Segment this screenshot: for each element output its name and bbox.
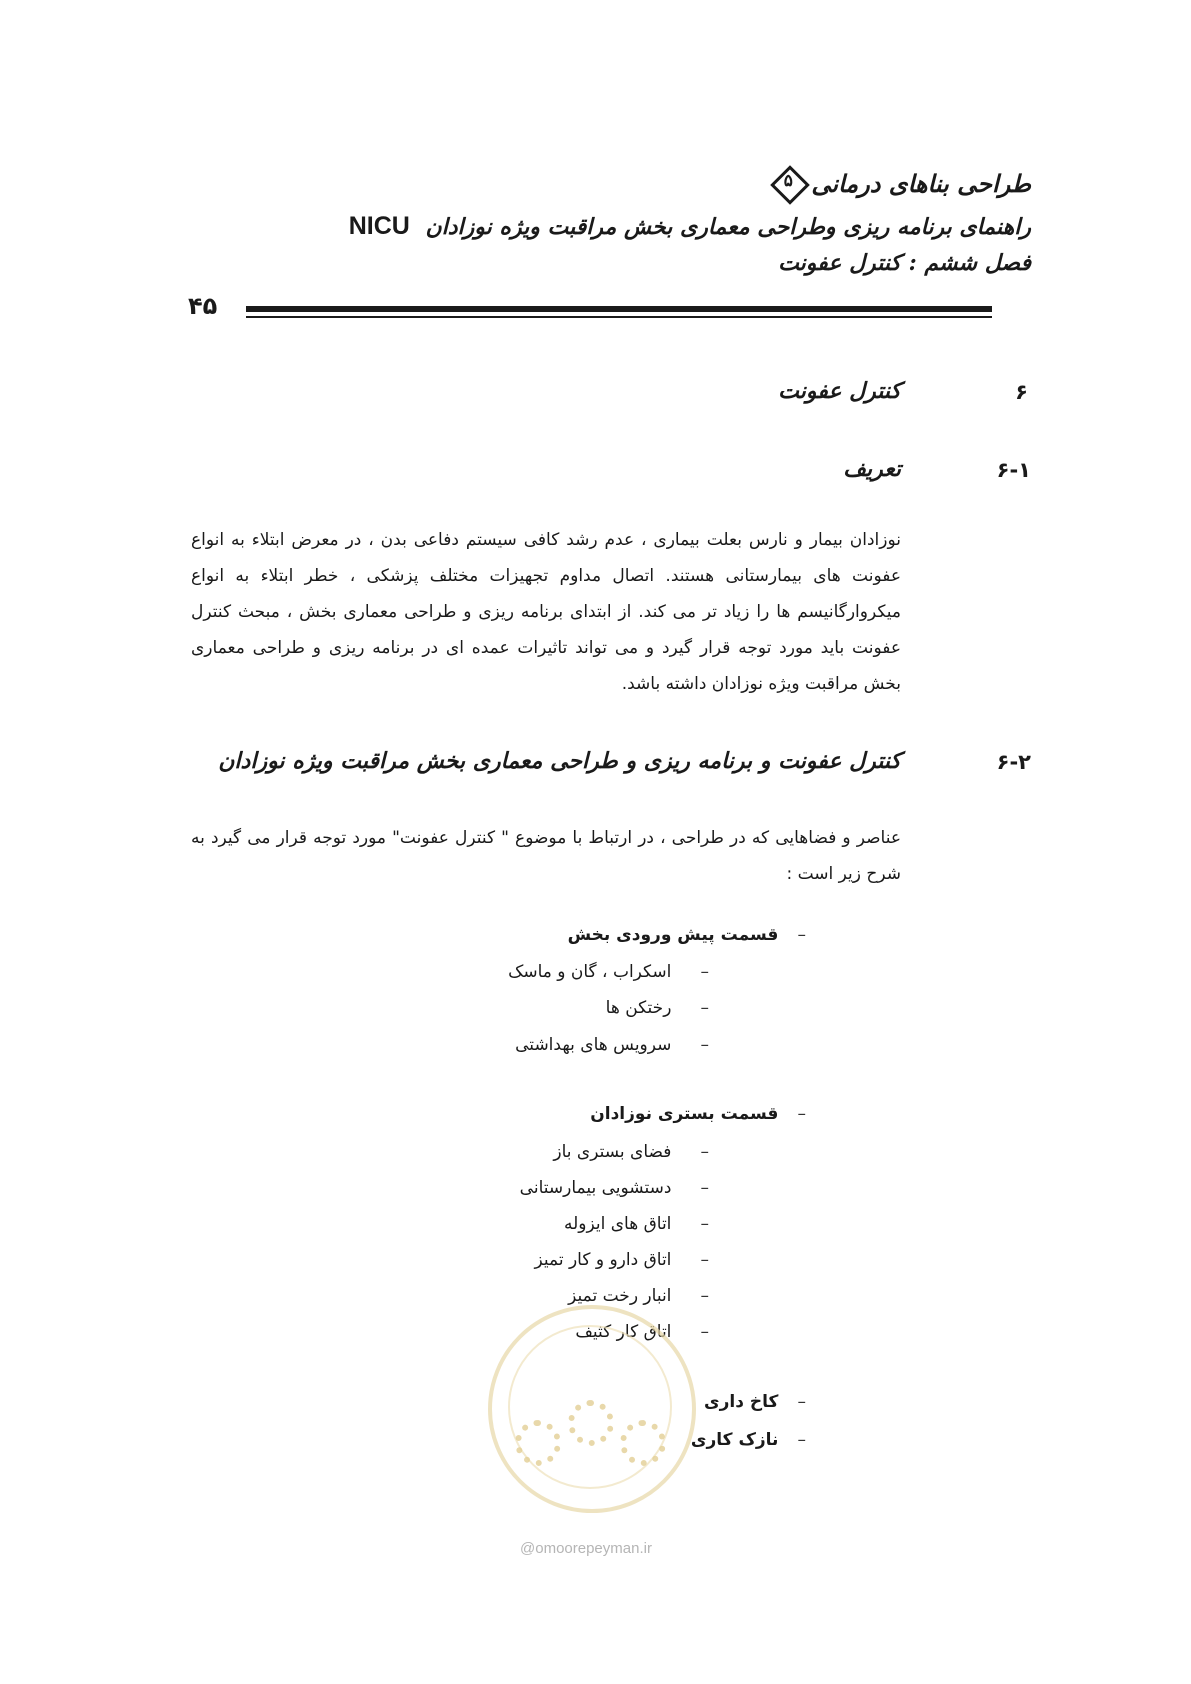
- guide-title-text: راهنمای برنامه ریزی وطراحی معماری بخش مراقبت ویژه نوزادان: [425, 214, 1031, 240]
- list-item: [534, 1250, 709, 1270]
- page-number: ۴۵: [188, 292, 218, 320]
- header-rule-thin: [246, 316, 992, 318]
- list-item-label: رختکن ها: [605, 998, 672, 1018]
- dash-bullet: –: [700, 1322, 709, 1342]
- list-item-label: اتاق های ایزوله: [563, 1214, 672, 1234]
- group-heading: [568, 925, 806, 945]
- dash-bullet: –: [797, 1392, 806, 1412]
- group-heading: [691, 1430, 806, 1450]
- dash-bullet: –: [700, 1286, 709, 1306]
- group-title: قسمت پیش ورودی بخش: [567, 925, 779, 945]
- dash-bullet: –: [797, 925, 806, 945]
- section-number: ۶: [1015, 380, 1028, 404]
- list-item: [520, 1178, 709, 1198]
- group-title: کاخ داری: [704, 1392, 779, 1412]
- list-item-label: اتاق کار کثیف: [575, 1322, 672, 1342]
- list-item-label: انبار رخت تمیز: [568, 1286, 672, 1306]
- dash-bullet: –: [700, 1142, 709, 1162]
- list-item: [568, 1286, 709, 1306]
- subsection-number: ۶-۲: [996, 750, 1031, 774]
- watermark-gear-icon: [568, 1400, 614, 1446]
- list-item: [553, 1142, 709, 1162]
- dash-bullet: –: [700, 998, 709, 1018]
- dash-bullet: –: [700, 962, 709, 982]
- list-item: [564, 1214, 709, 1234]
- header-rule-thick: [246, 306, 992, 312]
- group-heading: [704, 1392, 806, 1412]
- dash-bullet: –: [797, 1430, 806, 1450]
- dash-bullet: –: [700, 1214, 709, 1234]
- watermark-gear-icon: [620, 1420, 666, 1466]
- watermark-text: @omoorepeyman.ir: [520, 1540, 652, 1557]
- list-item-label: دستشویی بیمارستانی: [519, 1178, 672, 1198]
- dash-bullet: –: [700, 1035, 709, 1055]
- guide-title-latin: NICU: [348, 212, 410, 240]
- subsection-title: کنترل عفونت و برنامه ریزی و طراحی معماری بخش مراقبت ویژه نوزادان: [218, 748, 901, 774]
- list-item-label: اسکراب ، گان و ماسک: [508, 962, 672, 982]
- list-item: [508, 962, 709, 982]
- definition-paragraph: نوزادان بیمار و نارس بعلت بیماری ، عدم رشد کافی سیستم دفاعی بدن ، در معرض ابتلاء به انواع عفونت های بیمارستانی هستند. اتصال مداوم تجهیزات مختلف پزشکی ، خطر ابتلاء به انواع میکروارگانیسم ها را زیاد تر می کند. از ابتدای برنامه ریزی و طراحی معماری بخش ، مبحث کنترل عفونت باید مورد توجه قرار گیرد و می تواند تاثیرات عمده ای در برنامه ریزی و طراحی معماری بخش مراقبت ویژه نوزادان داشته باشد.: [191, 530, 901, 694]
- series-title-row: [773, 168, 1031, 198]
- volume-diamond-icon: [773, 168, 803, 198]
- list-item-label: فضای بستری باز: [553, 1142, 672, 1162]
- dash-bullet: –: [700, 1250, 709, 1270]
- chapter-title: فصل ششم : کنترل عفونت: [778, 250, 1031, 276]
- dash-bullet: –: [797, 1104, 806, 1124]
- watermark-gear-icon: [515, 1420, 561, 1466]
- section-title: کنترل عفونت: [778, 378, 901, 404]
- subsection-number: ۶-۱: [996, 458, 1031, 482]
- list-item-label: سرویس های بهداشتی: [515, 1035, 672, 1055]
- volume-number: ۵: [783, 171, 793, 191]
- guide-title: [349, 212, 1031, 241]
- intro-paragraph: عناصر و فضاهایی که در طراحی ، در ارتباط با موضوع " کنترل عفونت" مورد توجه قرار می گیرد به شرح زیر است :: [191, 828, 901, 884]
- group-heading: [590, 1104, 806, 1124]
- dash-bullet: –: [700, 1178, 709, 1198]
- series-title: طراحی بناهای درمانی: [811, 168, 1031, 198]
- group-title: نازک کاری: [690, 1430, 779, 1450]
- subsection-title: تعریف: [843, 456, 901, 482]
- list-item: [606, 998, 709, 1018]
- list-item: [515, 1035, 709, 1055]
- group-title: قسمت بستری نوزادان: [590, 1104, 779, 1124]
- list-item-label: اتاق دارو و کار تمیز: [534, 1250, 672, 1270]
